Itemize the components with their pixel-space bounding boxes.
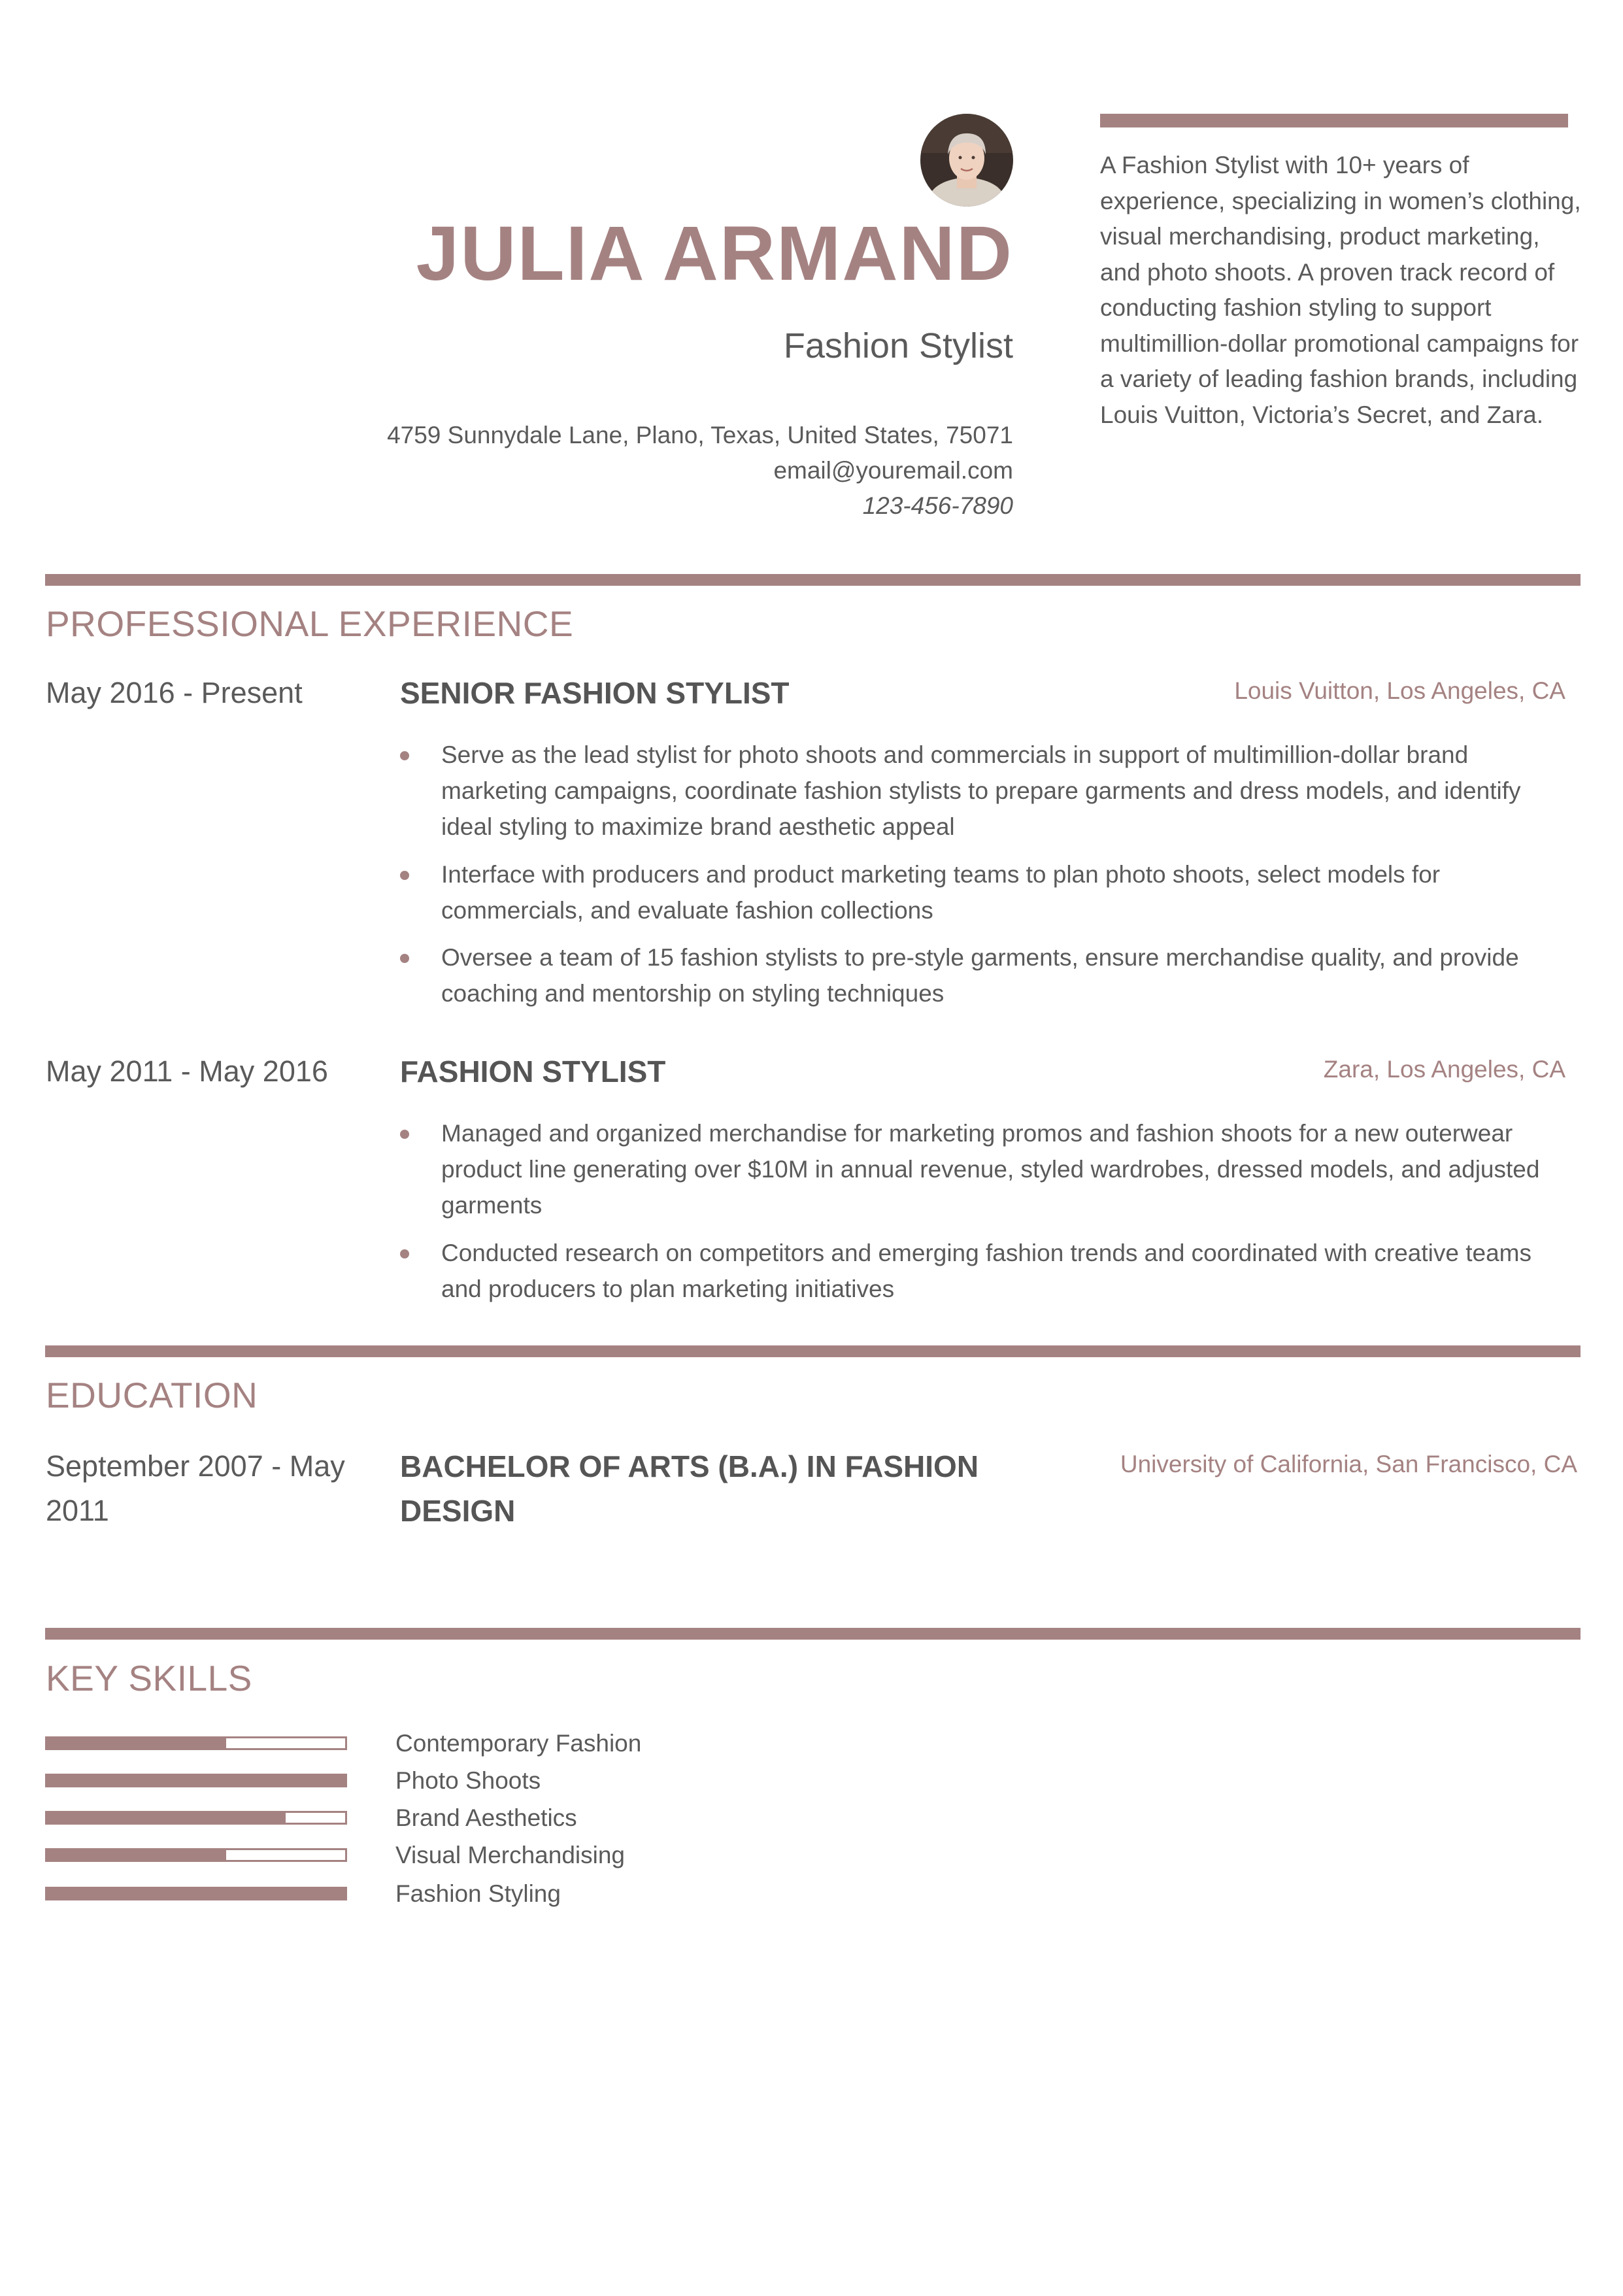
- section-title-education: EDUCATION: [46, 1375, 258, 1415]
- section-divider: [45, 574, 1581, 586]
- phone-number: 123-456-7890: [862, 492, 1013, 519]
- list-item: [400, 1115, 1577, 1223]
- job-title: SENIOR FASHION STYLIST: [400, 676, 790, 710]
- section-title-skills: KEY SKILLS: [46, 1658, 252, 1698]
- bullet-icon: [400, 751, 409, 760]
- skill-level-fill: [47, 1776, 345, 1785]
- job-dates: May 2016 - Present: [46, 676, 303, 709]
- section-title-experience: PROFESSIONAL EXPERIENCE: [46, 603, 574, 644]
- skill-level-fill: [47, 1889, 345, 1899]
- skill-level-bar: [45, 1848, 347, 1862]
- bullet-text: Conducted research on competitors and emerging fashion trends and coordinated with creative teams and producers to plan marketing initiatives: [441, 1240, 1531, 1302]
- skill-level-bar: [45, 1736, 347, 1750]
- skill-level-fill: [47, 1738, 226, 1748]
- job-dates: May 2011 - May 2016: [46, 1055, 328, 1088]
- profile-photo-illustration: [920, 114, 1013, 207]
- bullet-text: Interface with producers and product marketing teams to plan photo shoots, select models for commercials, and evaluate fashion collections: [441, 861, 1441, 924]
- list-item: [400, 939, 1577, 1011]
- bullet-text: Serve as the lead stylist for photo shoots and commercials in support of multimillion-dollar brand marketing campaigns, coordinate fashion stylists to prepare garments and dress models, and identify ideal styling to maximize brand aesthetic appeal: [441, 741, 1521, 840]
- skill-label: Visual Merchandising: [395, 1842, 626, 1868]
- bullet-text: Oversee a team of 15 fashion stylists to pre-style garments, ensure merchandise quality, and provide coaching and mentorship on styling techniques: [441, 944, 1519, 1007]
- skill-label: Photo Shoots: [395, 1767, 541, 1794]
- list-item: [400, 737, 1577, 845]
- profile-photo: [920, 114, 1013, 207]
- candidate-name: JULIA ARMAND: [416, 211, 1013, 297]
- bullet-icon: [400, 871, 409, 880]
- section-divider: [45, 1628, 1581, 1640]
- job-bullets: [400, 1115, 1577, 1307]
- profile-summary: A Fashion Stylist with 10+ years of experience, specializing in women’s clothing, visual merchandising, product marketing, and photo shoots. A proven track record of conducting fashion styling to support multimillion-dollar promotional campaigns for a variety of leading fashion brands, including Louis Vuitton, Victoria’s Secret, and Zara.: [1100, 152, 1581, 428]
- skill-level-fill: [47, 1850, 226, 1860]
- job-title: FASHION STYLIST: [400, 1055, 666, 1089]
- skill-level-bar: [45, 1811, 347, 1825]
- job-company: Zara, Los Angeles, CA: [1323, 1056, 1565, 1083]
- section-divider: [45, 1345, 1581, 1357]
- skill-level-fill: [47, 1813, 286, 1823]
- bullet-icon: [400, 1249, 409, 1258]
- skill-label: Contemporary Fashion: [395, 1730, 642, 1757]
- bullet-icon: [400, 1130, 409, 1139]
- list-item: [400, 856, 1577, 928]
- email-link[interactable]: email@youremail.com: [773, 457, 1013, 484]
- education-dates: September 2007 - May 2011: [46, 1449, 345, 1527]
- list-item: [400, 1235, 1577, 1307]
- degree-title: BACHELOR OF ARTS (B.A.) IN FASHION DESIGN: [400, 1449, 979, 1528]
- address: 4759 Sunnydale Lane, Plano, Texas, United States, 75071: [387, 422, 1013, 448]
- bullet-text: Managed and organized merchandise for marketing promos and fashion shoots for a new outerwear product line generating over $10M in annual revenue, styled wardrobes, dressed models, and adjusted garments: [441, 1120, 1540, 1219]
- job-company: Louis Vuitton, Los Angeles, CA: [1234, 677, 1565, 704]
- skill-label: Fashion Styling: [395, 1880, 561, 1907]
- skill-level-bar: [45, 1887, 347, 1900]
- job-role: Fashion Stylist: [783, 326, 1013, 365]
- skill-label: Brand Aesthetics: [395, 1804, 577, 1831]
- job-bullets: [400, 737, 1577, 1011]
- skill-level-bar: [45, 1774, 347, 1787]
- school-name: University of California, San Francisco, CA: [1120, 1451, 1577, 1477]
- bullet-icon: [400, 954, 409, 963]
- summary-divider: [1100, 114, 1568, 127]
